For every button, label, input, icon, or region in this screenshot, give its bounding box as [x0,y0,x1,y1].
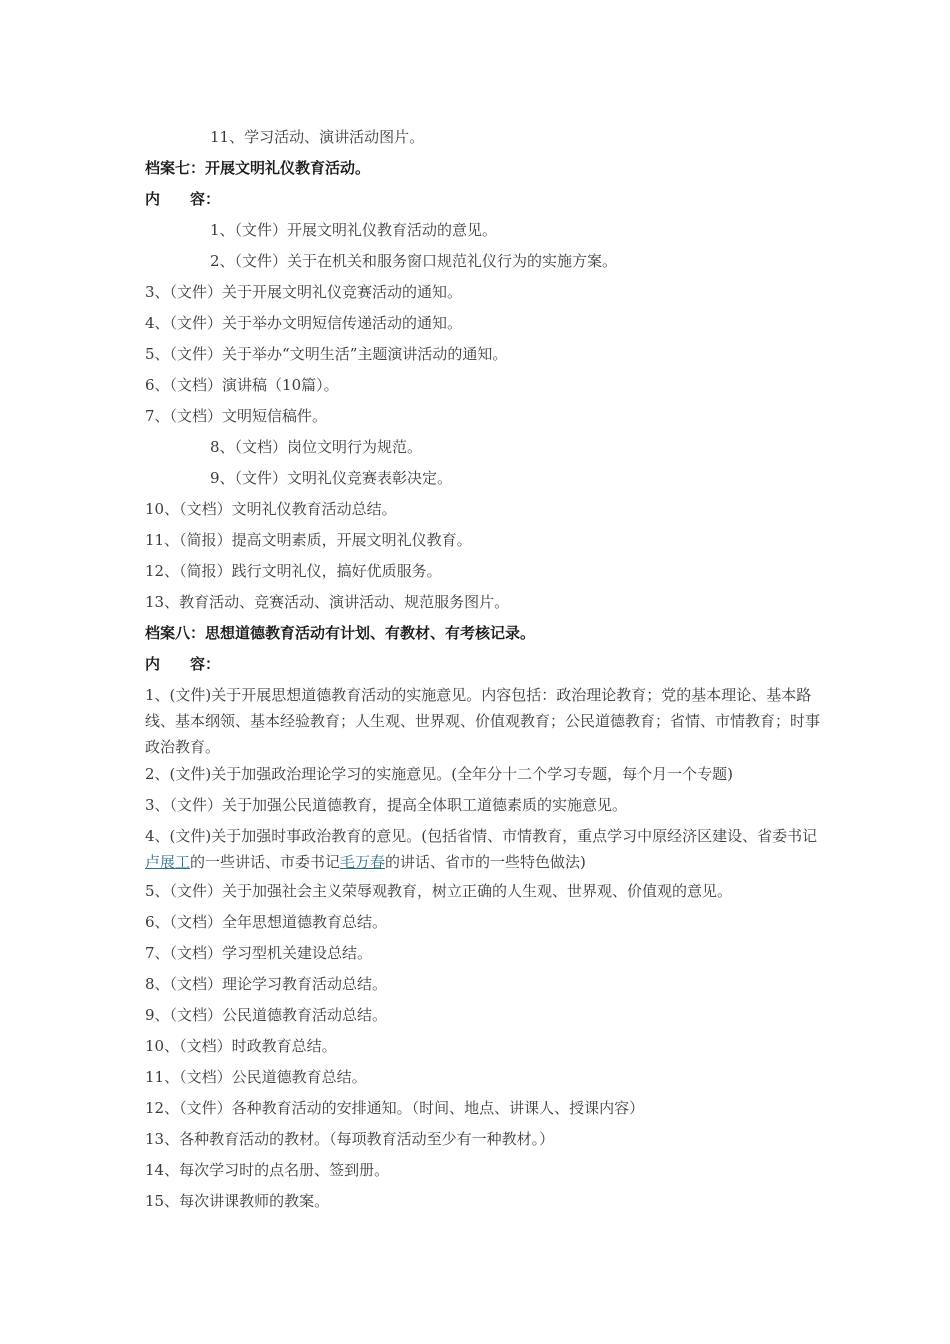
list-item: 13、各种教育活动的教材。（每项教育活动至少有一种教材。） [145,1130,555,1148]
list-item: 3、（文件）关于加强公民道德教育，提高全体职工道德素质的实施意见。 [145,796,628,814]
list-item: 5、（文件）关于举办“文明生活”主题演讲活动的通知。 [145,345,508,363]
person-link-lu[interactable]: 卢展工 [145,853,191,871]
item-text: 4、(文件)关于加强时事政治教育的意见。(包括省情、市情教育，重点学习中原经济区建设、省委书记 [145,827,818,845]
list-item: 14、每次学习时的点名册、签到册。 [145,1161,390,1179]
list-item: 2、（文件）关于在机关和服务窗口规范礼仪行为的实施方案。 [210,252,618,270]
list-item: 6、（文档）全年思想道德教育总结。 [145,913,388,931]
list-item: 1、（文件）开展文明礼仪教育活动的意见。 [210,221,498,239]
list-item: 3、（文件）关于开展文明礼仪竞赛活动的通知。 [145,283,463,301]
list-item: 8、（文档）岗位文明行为规范。 [210,438,423,456]
list-item: 15、每次讲课教师的教案。 [145,1192,330,1210]
list-item: 12、（文件）各种教育活动的安排通知。（时间、地点、讲课人、授课内容） [145,1099,645,1117]
list-item: 1、(文件)关于开展思想道德教育活动的实施意见。内容包括：政治理论教育；党的基本理论、基本路线、基本纲领、基本经验教育；人生观、世界观、价值观教育；公民道德教育；省情、市情教育；时事政治教育。 [145,686,821,756]
content-label: 内 容： [145,190,221,208]
list-item: 6、（文档）演讲稿（10篇）。 [145,376,339,394]
content-label: 内 容： [145,655,221,673]
list-item: 10、（文档）文明礼仪教育活动总结。 [145,500,397,518]
list-item: 11、（简报）提高文明素质，开展文明礼仪教育。 [145,531,472,549]
list-item: 5、（文件）关于加强社会主义荣辱观教育，树立正确的人生观、世界观、价值观的意见。 [145,882,733,900]
list-item: 7、（文档）文明短信稿件。 [145,407,328,425]
list-item: 2、(文件)关于加强政治理论学习的实施意见。(全年分十二个学习专题，每个月一个专题) [145,765,733,783]
list-item: 10、（文档）时政教育总结。 [145,1037,337,1055]
list-item: 13、教育活动、竞赛活动、演讲活动、规范服务图片。 [145,593,510,611]
section-title-7: 档案七：开展文明礼仪教育活动。 [145,159,371,177]
list-item: 7、（文档）学习型机关建设总结。 [145,944,373,962]
section-title-8: 档案八：思想道德教育活动有计划、有教材、有考核记录。 [145,624,536,642]
list-item: 4、（文件）关于举办文明短信传递活动的通知。 [145,314,463,332]
list-item: 12、（简报）践行文明礼仪，搞好优质服务。 [145,562,442,580]
list-item: 9、（文件）文明礼仪竞赛表彰决定。 [210,469,453,487]
list-item: 8、（文档）理论学习教育活动总结。 [145,975,388,993]
item-text: 的讲话、省市的一些特色做法) [385,853,586,871]
list-item: 11、（文档）公民道德教育总结。 [145,1068,367,1086]
person-link-mao[interactable]: 毛万春 [340,853,386,871]
list-item: 9、（文档）公民道德教育活动总结。 [145,1006,388,1024]
list-item: 11、学习活动、演讲活动图片。 [210,128,425,146]
item-text: 的一些讲话、市委书记 [190,853,341,871]
list-item [145,823,825,875]
